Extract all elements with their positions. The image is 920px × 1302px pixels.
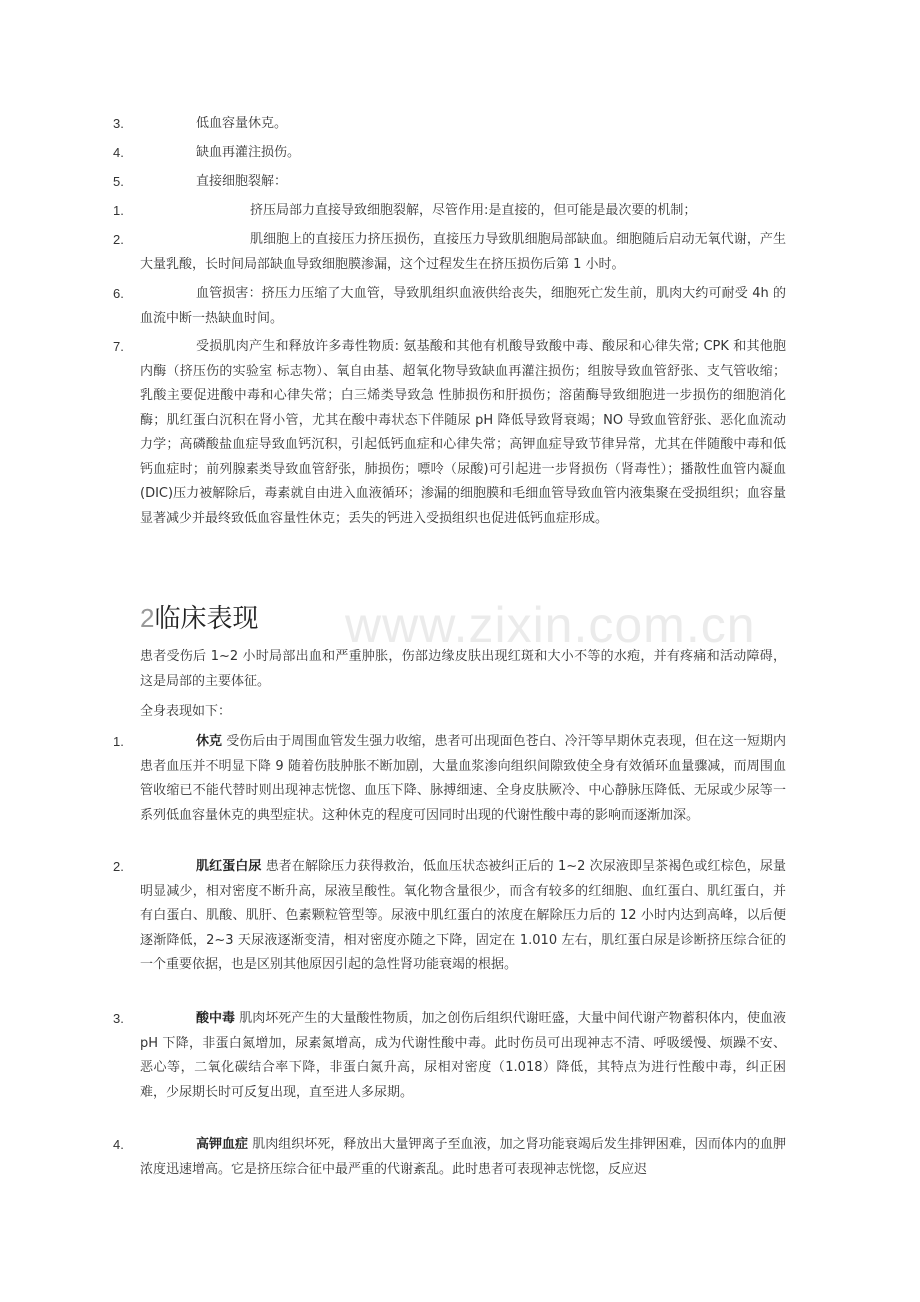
list-text: 低血容量休克。 (196, 116, 288, 131)
section-title: 临床表现 (154, 604, 259, 634)
term-description: 肌肉组织坏死，释放出大量钾离子至血液，加之肾功能衰竭后发生排钾困难，因而体内的血胛浓度迅速增高。它是挤压综合征中最严重的代谢紊乱。此时患者可表现神志恍惚，反应迟 (140, 1137, 786, 1177)
list-number: 3. (113, 116, 124, 131)
watermark: www.zixin.com.cn (345, 597, 756, 653)
list-text (140, 855, 786, 978)
term-description: 肌肉坏死产生的大量酸性物质，加之创伤后组织代谢旺盛，大量中间代谢产物蓄积体内，使血液 pH 下降，非蛋白氮增加，尿素氮增高，成为代谢性酸中毒。此时伤员可出现神志不清、呼吸缓慢、烦躁不安、恶心等，二氧化碳结合率下降，非蛋白氮升高，尿相对密度（1.018）降低，其特点为进行性酸中毒，纠正困难，少尿期长时可反复出现，直至进人多尿期。 (140, 1011, 786, 1100)
term: 酸中毒 (196, 1011, 236, 1026)
section-number: 2 (140, 603, 155, 633)
list-text (140, 1007, 786, 1105)
list-text (140, 1133, 786, 1182)
list-number: 7. (113, 339, 124, 354)
term-description: 受伤后由于周围血管发生强力收缩，患者可出现面色苍白、冷汗等早期休克表现，但在这一短期内患者血压并不明显下降 9 随着伤肢肿胀不断加剧，大量血浆渗向组织间隙致使全身有效循环血量骤减，而周围血管收缩已不能代替时则出现神志恍惚、血压下降、脉搏细速、全身皮肤厥冷、中心静脉压降低、无尿或少尿等一系列低血容量休克的典型症状。这种休克的程度可因同时出现的代谢性酸中毒的影响而逐渐加深。 (140, 734, 786, 823)
section-heading (140, 600, 258, 637)
list-number: 6. (113, 286, 124, 301)
intro-paragraph: 患者受伤后 1~2 小时局部出血和严重肿胀，伤部边缘皮肤出现红斑和大小不等的水疱，并有疼痛和活动障碍，这是局部的主要体征。 (140, 649, 786, 689)
list-number: 4. (113, 145, 124, 160)
term: 肌红蛋白尿 (196, 859, 262, 874)
term: 休克 (196, 734, 223, 749)
term-description: 患者在解除压力获得救治，低血压状态被纠正后的 1~2 次尿液即呈茶褐色或红棕色，尿量明显减少，相对密度不断升高，尿液呈酸性。氧化物含量很少，而含有较多的红细胞、血红蛋白、肌红蛋白，并有白蛋白、肌酸、肌肝、色素颗粒管型等。尿液中肌红蛋白的浓度在解除压力后的 12 小时内达到高峰，以后便逐渐降低，2~3 天尿液逐渐变清，相对密度亦随之下降，固定在 1.010 左右，肌红蛋白尿是诊断挤压综合征的一个重要依据，也是区别其他原因引起的急性肾功能衰竭的根据。 (140, 859, 786, 972)
systemic-intro: 全身表现如下： (140, 704, 232, 719)
list-text: 肌细胞上的直接压力挤压损伤，直接压力导致肌细胞局部缺血。细胞随后启动无氧代谢，产生大量乳酸，长时间局部缺血导致细胞膜渗漏，这个过程发生在挤压损伤后第 1 小时。 (140, 232, 786, 272)
list-text: 直接细胞裂解： (196, 174, 288, 189)
list-number: 4. (113, 1137, 124, 1152)
list-number: 2. (113, 232, 124, 247)
list-number: 1. (113, 203, 124, 218)
list-text: 受损肌肉产生和释放许多毒性物质: 氨基酸和其他有机酸导致酸中毒、酸尿和心律失常; CPK 和其他胞内酶（挤压伤的实验室 标志物）、氧自由基、超氧化物导致缺血再灌注损伤；组胺导致血管舒张、支气管收缩；乳酸主要促进酸中毒和心律失常；白三烯类导致急 性肺损伤和肝损伤；溶菌酶导致细胞进一步损伤的细胞消化酶；肌红蛋白沉积在肾小管，尤其在酸中毒状态下伴随尿 pH 降低导致肾衰竭；NO 导致血管舒张、恶化血流动力学；高磷酸盐血症导致血钙沉积，引起低钙血症和心律失常；高钾血症导致节律异常，尤其在伴随酸中毒和低钙血症时；前列腺素类导致血管舒张，肺损伤；嘌呤（尿酸)可引起进一步肾损伤（肾毒性）；播散性血管内凝血(DIC)压力被解除后，毒素就自由进入血液循环；渗漏的细胞膜和毛细血管导致血管内液集聚在受损组织；血容量显著减少并最终致低血容量性休克；丢失的钙进入受损组织也促进低钙血症形成。 (140, 339, 786, 526)
list-text: 挤压局部力直接导致细胞裂解，尽管作用:是直接的，但可能是最次要的机制； (250, 203, 697, 218)
list-text: 缺血再灌注损伤。 (196, 145, 301, 160)
list-text (140, 730, 786, 828)
list-number: 5. (113, 174, 124, 189)
list-number: 1. (113, 734, 124, 749)
list-text: 血管损害：挤压力压缩了大血管，导致肌组织血液供给丧失，细胞死亡发生前，肌肉大约可耐受 4h 的血流中断一热缺血时间。 (140, 286, 786, 326)
term: 高钾血症 (196, 1137, 249, 1152)
list-number: 2. (113, 859, 124, 874)
list-number: 3. (113, 1011, 124, 1026)
